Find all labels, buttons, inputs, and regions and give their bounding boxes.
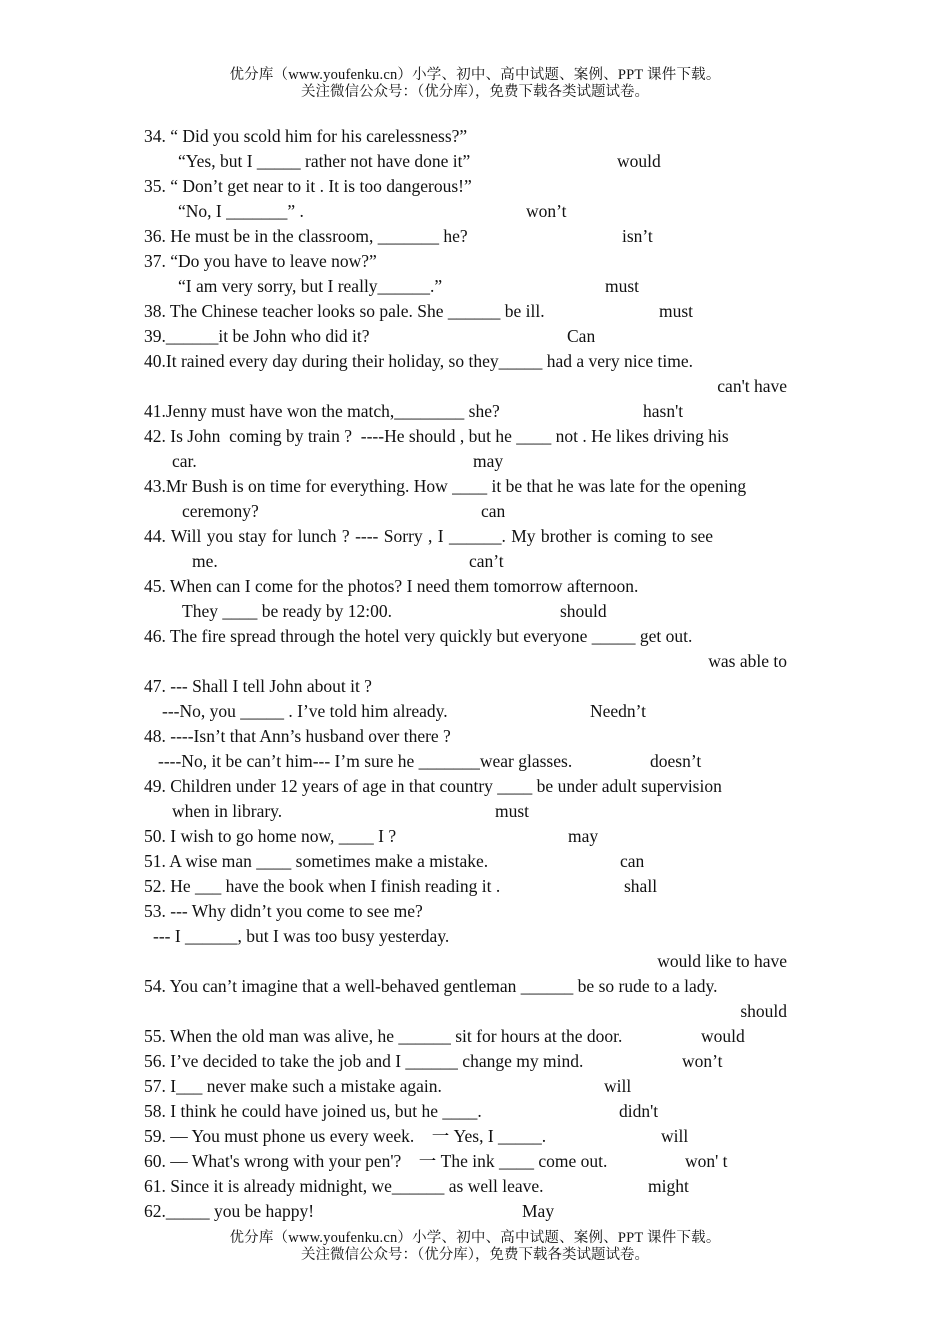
question-text: me.	[192, 551, 218, 571]
answer-text: must	[605, 276, 640, 296]
question-text: 35. “ Don’t get near to it . It is too dangerous!”	[144, 176, 472, 196]
question-40-answer	[0, 374, 950, 399]
answer-text: can	[481, 501, 506, 521]
page-header	[0, 67, 950, 101]
answer-text: isn’t	[622, 226, 653, 246]
question-text: 60. — What's wrong with your pen'? 一 The ink ____ come out.	[144, 1151, 608, 1171]
question-text: 62._____ you be happy!	[144, 1201, 315, 1221]
question-text: 61. Since it is already midnight, we______ as well leave.	[144, 1176, 544, 1196]
answer-text: shall	[624, 876, 658, 896]
question-text: They ____ be ready by 12:00.	[182, 601, 392, 621]
answer-text: won' t	[685, 1151, 728, 1171]
question-text: 36. He must be in the classroom, _______ he?	[144, 226, 468, 246]
question-text: 50. I wish to go home now, ____ I ?	[144, 826, 397, 846]
answer-text: can’t	[469, 551, 504, 571]
question-text: 46. The fire spread through the hotel very quickly but everyone _____ get out.	[144, 626, 693, 646]
question-text: 41.Jenny must have won the match,________ she?	[144, 401, 500, 421]
question-54-answer	[0, 999, 950, 1024]
question-text: 55. When the old man was alive, he ______ sit for hours at the door.	[144, 1026, 623, 1046]
answer-text: Needn’t	[590, 701, 647, 721]
answer-text: May	[522, 1201, 555, 1221]
question-text: 48. ----Isn’t that Ann’s husband over there ?	[144, 726, 451, 746]
page-footer	[0, 1230, 950, 1264]
answer-text: would	[617, 151, 661, 171]
answer-text: didn't	[619, 1101, 659, 1121]
question-text: 42. Is John coming by train ? ----He should , but he ____ not . He likes driving his	[144, 426, 729, 446]
answer-text: must	[659, 301, 694, 321]
answer-text: won’t	[682, 1051, 723, 1071]
answer-text: will	[604, 1076, 632, 1096]
answer-text: should	[740, 1001, 787, 1021]
answer-text: doesn’t	[650, 751, 702, 771]
question-text: 44. Will you stay for lunch ? ---- Sorry , I ______. My brother is coming to see	[144, 526, 714, 546]
question-text: 38. The Chinese teacher looks so pale. She ______ be ill.	[144, 301, 545, 321]
answer-text: can't have	[717, 376, 787, 396]
question-text: “No, I _______” .	[178, 201, 304, 221]
question-text: 49. Children under 12 years of age in that country ____ be under adult supervision	[144, 776, 722, 796]
answer-text: Can	[567, 326, 596, 346]
answer-text: hasn't	[643, 401, 684, 421]
answer-text: must	[495, 801, 530, 821]
question-text: 37. “Do you have to leave now?”	[144, 251, 377, 271]
question-text: 45. When can I come for the photos? I need them tomorrow afternoon.	[144, 576, 639, 596]
answer-text: should	[560, 601, 607, 621]
answer-text: was able to	[708, 651, 787, 671]
footer-line-2: 关注微信公众号：（优分库），免费下载各类试题试卷。	[301, 1247, 649, 1263]
question-text: 43.Mr Bush is on time for everything. How ____ it be that he was late for the opening	[144, 476, 747, 496]
question-text: car.	[172, 451, 197, 471]
footer-line-1: 优分库（www.youfenku.cn）小学、初中、高中试题、案例、PPT 课件下载。	[229, 1230, 721, 1246]
answer-text: may	[473, 451, 504, 471]
question-text: 58. I think he could have joined us, but he ____.	[144, 1101, 482, 1121]
question-text: 52. He ___ have the book when I finish reading it .	[144, 876, 501, 896]
question-text: “I am very sorry, but I really______.”	[178, 276, 443, 296]
question-text: “Yes, but I _____ rather not have done it”	[178, 151, 471, 171]
question-text: 47. --- Shall I tell John about it ?	[144, 676, 372, 696]
question-text: 51. A wise man ____ sometimes make a mistake.	[144, 851, 489, 871]
question-53-answer	[0, 949, 950, 974]
answer-text: might	[648, 1176, 689, 1196]
question-text: 57. I___ never make such a mistake again.	[144, 1076, 442, 1096]
answer-text: will	[661, 1126, 689, 1146]
question-text: 34. “ Did you scold him for his carelessness?”	[144, 126, 468, 146]
question-text: ceremony?	[182, 501, 259, 521]
answer-text: won’t	[526, 201, 567, 221]
question-text: 39.______it be John who did it?	[144, 326, 370, 346]
question-text: --- I ______, but I was too busy yesterday.	[153, 926, 450, 946]
answer-text: would like to have	[657, 951, 787, 971]
question-46-answer	[0, 649, 950, 674]
question-text: ----No, it be can’t him--- I’m sure he _______wear glasses.	[158, 751, 573, 771]
question-text: ---No, you _____ . I’ve told him already.	[162, 701, 448, 721]
header-line-1: 优分库（www.youfenku.cn）小学、初中、高中试题、案例、PPT 课件下载。	[229, 67, 721, 83]
answer-text: would	[701, 1026, 745, 1046]
question-text: 40.It rained every day during their holiday, so they_____ had a very nice time.	[144, 351, 693, 371]
question-text: 53. --- Why didn’t you come to see me?	[144, 901, 423, 921]
question-text: 54. You can’t imagine that a well-behaved gentleman ______ be so rude to a lady.	[144, 976, 718, 996]
question-text: 56. I’ve decided to take the job and I ______ change my mind.	[144, 1051, 584, 1071]
question-text: when in library.	[172, 801, 283, 821]
header-line-2: 关注微信公众号：（优分库），免费下载各类试题试卷。	[301, 84, 649, 100]
answer-text: may	[568, 826, 599, 846]
question-text: 59. — You must phone us every week. 一 Yes, I _____.	[144, 1126, 547, 1146]
answer-text: can	[620, 851, 645, 871]
